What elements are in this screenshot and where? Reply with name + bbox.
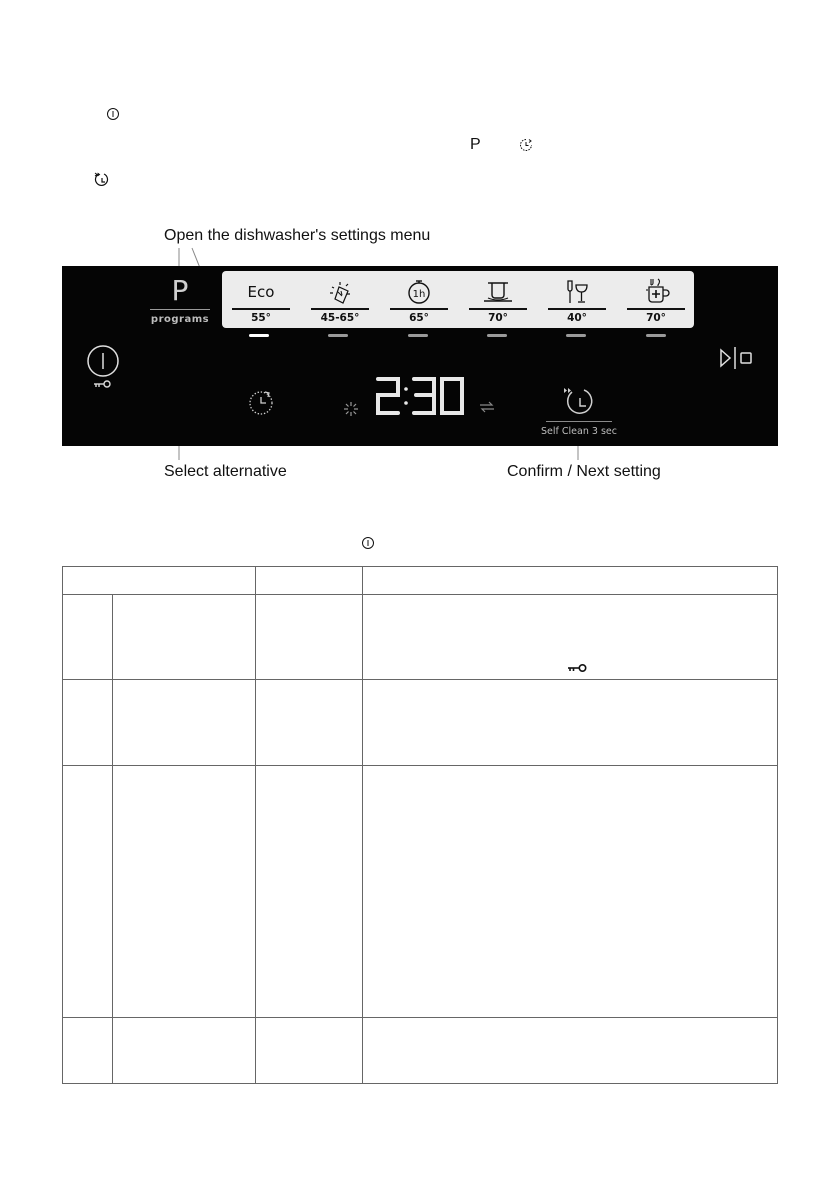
table-cell [63, 595, 113, 680]
table-cell [255, 595, 362, 680]
table-cell [362, 766, 777, 1018]
pot-icon [467, 279, 529, 305]
program-temp: 40° [567, 312, 587, 324]
settings-table [62, 566, 778, 1084]
table-cell [63, 680, 113, 766]
program-button[interactable] [144, 272, 216, 332]
program-glass[interactable] [546, 271, 608, 328]
control-panel [62, 266, 778, 446]
program-eco-label: Eco [247, 283, 275, 301]
self-clean-timer-icon [562, 386, 596, 418]
table-row [63, 766, 778, 1018]
program-indicator [249, 334, 269, 337]
program-letter: P [171, 274, 189, 307]
sparkle-glass-icon [309, 279, 371, 305]
program-indicator [646, 334, 666, 337]
program-temp: 65° [409, 312, 429, 324]
table-cell [362, 680, 777, 766]
start-pause-button[interactable] [718, 346, 754, 370]
power-button[interactable] [86, 344, 120, 378]
table-row [63, 680, 778, 766]
table-cell [255, 1018, 362, 1084]
delay-start-button[interactable] [247, 389, 275, 417]
table-cell [255, 680, 362, 766]
program-1h[interactable] [388, 271, 450, 328]
program-strip [222, 271, 694, 328]
power-icon [361, 536, 375, 550]
table-cell [362, 1018, 777, 1084]
table-header-row [63, 567, 778, 595]
extra-rinse-icon [478, 400, 496, 414]
program-temp: 55° [251, 312, 271, 324]
program-indicator [328, 334, 348, 337]
program-temp: 70° [488, 312, 508, 324]
program-indicator [487, 334, 507, 337]
table-header-cell [63, 567, 256, 595]
table-cell [63, 1018, 113, 1084]
self-clean-label: Self Clean 3 sec [541, 426, 617, 437]
time-display [374, 374, 466, 420]
program-auto[interactable] [309, 271, 371, 328]
key-lock-icon [93, 379, 111, 389]
program-temp: 45-65° [320, 312, 360, 324]
table-header-cell [255, 567, 362, 595]
callout-select-alternative: Select alternative [164, 463, 287, 480]
program-intensive[interactable] [467, 271, 529, 328]
callout-confirm-next: Confirm / Next setting [507, 463, 661, 480]
program-quick[interactable] [625, 271, 687, 328]
table-cell [255, 766, 362, 1018]
table-row [63, 1018, 778, 1084]
program-temp: 70° [646, 312, 666, 324]
table-cell [112, 1018, 255, 1084]
table-header-cell [362, 567, 777, 595]
program-eco[interactable] [230, 271, 292, 328]
table-cell [63, 766, 113, 1018]
1h-timer-icon [388, 279, 450, 305]
key-lock-icon [567, 663, 587, 673]
table-cell [112, 766, 255, 1018]
cup-cutlery-icon [625, 279, 687, 305]
table-cell [112, 595, 255, 680]
program-indicator [408, 334, 428, 337]
callout-settings-menu: Open the dishwasher's settings menu [164, 227, 431, 244]
svg-text:1h: 1h [412, 289, 426, 300]
glasses-icon [546, 279, 608, 305]
table-cell [362, 595, 777, 680]
program-label: programs [150, 314, 210, 325]
table-cell [112, 680, 255, 766]
rinse-aid-icon [343, 401, 359, 417]
self-clean-button[interactable] [540, 384, 618, 440]
program-indicator [566, 334, 586, 337]
program-p-icon: P [470, 136, 481, 153]
table-row [63, 595, 778, 680]
